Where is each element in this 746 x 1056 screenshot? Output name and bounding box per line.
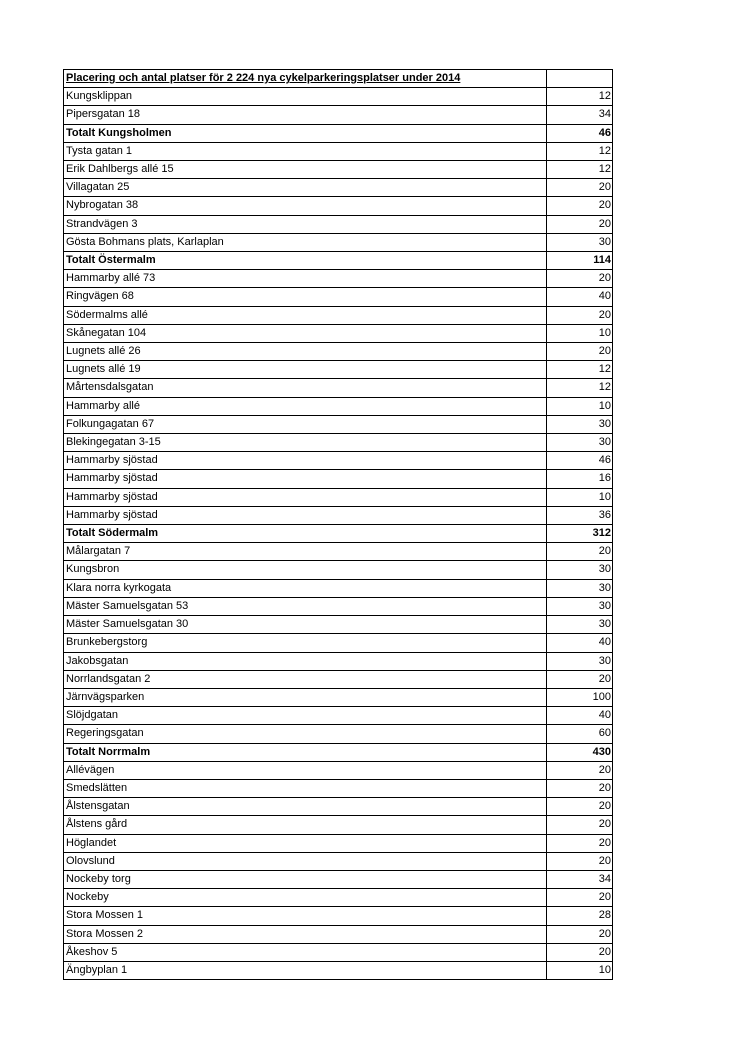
location-cell: Smedslätten	[64, 779, 547, 797]
location-cell: Mårtensdalsgatan	[64, 379, 547, 397]
location-cell: Skånegatan 104	[64, 324, 547, 342]
location-cell: Södermalms allé	[64, 306, 547, 324]
location-cell: Mäster Samuelsgatan 53	[64, 597, 547, 615]
table-row	[64, 889, 613, 907]
count-cell: 20	[547, 670, 613, 688]
table-row	[64, 779, 613, 797]
count-cell: 20	[547, 343, 613, 361]
location-cell: Ängbyplan 1	[64, 961, 547, 979]
location-cell: Mäster Samuelsgatan 30	[64, 616, 547, 634]
count-cell: 30	[547, 616, 613, 634]
count-cell: 20	[547, 270, 613, 288]
table-row	[64, 233, 613, 251]
table-total-row	[64, 124, 613, 142]
count-cell: 20	[547, 943, 613, 961]
location-cell: Klara norra kyrkogata	[64, 579, 547, 597]
table-total-row	[64, 525, 613, 543]
count-cell: 34	[547, 106, 613, 124]
table-header-row	[64, 70, 613, 88]
location-cell: Kungsbron	[64, 561, 547, 579]
count-cell: 30	[547, 434, 613, 452]
count-cell: 10	[547, 397, 613, 415]
count-cell: 36	[547, 506, 613, 524]
location-cell: Stora Mossen 2	[64, 925, 547, 943]
count-cell: 20	[547, 543, 613, 561]
location-cell: Erik Dahlbergs allé 15	[64, 161, 547, 179]
count-cell: 40	[547, 288, 613, 306]
count-cell: 20	[547, 852, 613, 870]
count-cell: 12	[547, 88, 613, 106]
table-row	[64, 470, 613, 488]
table-row	[64, 506, 613, 524]
count-cell: 30	[547, 561, 613, 579]
count-cell: 100	[547, 688, 613, 706]
count-cell: 40	[547, 707, 613, 725]
location-cell: Brunkebergstorg	[64, 634, 547, 652]
location-cell: Målargatan 7	[64, 543, 547, 561]
total-label-cell: Totalt Östermalm	[64, 252, 547, 270]
location-cell: Tysta gatan 1	[64, 142, 547, 160]
location-cell: Norrlandsgatan 2	[64, 670, 547, 688]
table-row	[64, 543, 613, 561]
table-row	[64, 834, 613, 852]
total-label-cell: Totalt Norrmalm	[64, 743, 547, 761]
table-row	[64, 379, 613, 397]
location-cell: Regeringsgatan	[64, 725, 547, 743]
table-row	[64, 343, 613, 361]
count-cell: 40	[547, 634, 613, 652]
count-cell: 28	[547, 907, 613, 925]
total-label-cell: Totalt Kungsholmen	[64, 124, 547, 142]
count-cell: 12	[547, 161, 613, 179]
location-cell: Kungsklippan	[64, 88, 547, 106]
table-row	[64, 161, 613, 179]
count-cell: 10	[547, 961, 613, 979]
location-cell: Villagatan 25	[64, 179, 547, 197]
count-cell: 20	[547, 306, 613, 324]
count-cell: 20	[547, 779, 613, 797]
table-row	[64, 597, 613, 615]
location-cell: Nockeby	[64, 889, 547, 907]
count-cell: 30	[547, 652, 613, 670]
table-row	[64, 579, 613, 597]
location-cell: Ringvägen 68	[64, 288, 547, 306]
table-row	[64, 725, 613, 743]
count-cell: 30	[547, 233, 613, 251]
table-row	[64, 761, 613, 779]
table-row	[64, 415, 613, 433]
table-row	[64, 397, 613, 415]
table-row	[64, 816, 613, 834]
table-row	[64, 561, 613, 579]
count-cell: 16	[547, 470, 613, 488]
table-row	[64, 707, 613, 725]
table-row	[64, 961, 613, 979]
table-row	[64, 434, 613, 452]
location-cell: Höglandet	[64, 834, 547, 852]
count-cell: 10	[547, 324, 613, 342]
table-row	[64, 142, 613, 160]
table-header-title: Placering och antal platser för 2 224 nya cykelparkeringsplatser under 2014	[64, 70, 547, 88]
count-cell: 30	[547, 579, 613, 597]
location-cell: Hammarby sjöstad	[64, 470, 547, 488]
count-cell: 30	[547, 415, 613, 433]
table-row	[64, 925, 613, 943]
location-cell: Jakobsgatan	[64, 652, 547, 670]
table-row	[64, 88, 613, 106]
location-cell: Järnvägsparken	[64, 688, 547, 706]
location-cell: Folkungagatan 67	[64, 415, 547, 433]
location-cell: Hammarby allé	[64, 397, 547, 415]
table-row	[64, 179, 613, 197]
table-row	[64, 907, 613, 925]
location-cell: Nybrogatan 38	[64, 197, 547, 215]
table-row	[64, 324, 613, 342]
location-cell: Slöjdgatan	[64, 707, 547, 725]
table-row	[64, 870, 613, 888]
table-header-value	[547, 70, 613, 88]
table-row	[64, 670, 613, 688]
location-cell: Gösta Bohmans plats, Karlaplan	[64, 233, 547, 251]
count-cell: 20	[547, 798, 613, 816]
location-cell: Hammarby sjöstad	[64, 488, 547, 506]
count-cell: 46	[547, 452, 613, 470]
count-cell: 20	[547, 197, 613, 215]
location-cell: Hammarby allé 73	[64, 270, 547, 288]
location-cell: Nockeby torg	[64, 870, 547, 888]
table-row	[64, 852, 613, 870]
count-cell: 20	[547, 179, 613, 197]
table-row	[64, 798, 613, 816]
parking-table-body	[64, 70, 613, 980]
table-total-row	[64, 252, 613, 270]
location-cell: Hammarby sjöstad	[64, 506, 547, 524]
count-cell: 12	[547, 361, 613, 379]
count-cell: 34	[547, 870, 613, 888]
count-cell: 20	[547, 215, 613, 233]
count-cell: 12	[547, 379, 613, 397]
table-row	[64, 652, 613, 670]
count-cell: 20	[547, 816, 613, 834]
table-row	[64, 306, 613, 324]
count-cell: 12	[547, 142, 613, 160]
location-cell: Ålstensgatan	[64, 798, 547, 816]
count-cell: 20	[547, 889, 613, 907]
total-count-cell: 114	[547, 252, 613, 270]
table-row	[64, 197, 613, 215]
table-row	[64, 688, 613, 706]
count-cell: 30	[547, 597, 613, 615]
table-row	[64, 270, 613, 288]
location-cell: Hammarby sjöstad	[64, 452, 547, 470]
location-cell: Ålstens gård	[64, 816, 547, 834]
total-count-cell: 430	[547, 743, 613, 761]
table-row	[64, 215, 613, 233]
table-row	[64, 106, 613, 124]
table-total-row	[64, 743, 613, 761]
count-cell: 20	[547, 761, 613, 779]
count-cell: 20	[547, 834, 613, 852]
location-cell: Allévägen	[64, 761, 547, 779]
total-count-cell: 46	[547, 124, 613, 142]
location-cell: Pipersgatan 18	[64, 106, 547, 124]
count-cell: 20	[547, 925, 613, 943]
location-cell: Blekingegatan 3-15	[64, 434, 547, 452]
table-row	[64, 616, 613, 634]
table-row	[64, 488, 613, 506]
total-count-cell: 312	[547, 525, 613, 543]
location-cell: Stora Mossen 1	[64, 907, 547, 925]
location-cell: Lugnets allé 26	[64, 343, 547, 361]
total-label-cell: Totalt Södermalm	[64, 525, 547, 543]
table-row	[64, 361, 613, 379]
location-cell: Åkeshov 5	[64, 943, 547, 961]
location-cell: Strandvägen 3	[64, 215, 547, 233]
parking-table	[63, 69, 613, 980]
table-row	[64, 452, 613, 470]
location-cell: Olovslund	[64, 852, 547, 870]
table-row	[64, 288, 613, 306]
table-row	[64, 634, 613, 652]
table-row	[64, 943, 613, 961]
location-cell: Lugnets allé 19	[64, 361, 547, 379]
count-cell: 10	[547, 488, 613, 506]
count-cell: 60	[547, 725, 613, 743]
